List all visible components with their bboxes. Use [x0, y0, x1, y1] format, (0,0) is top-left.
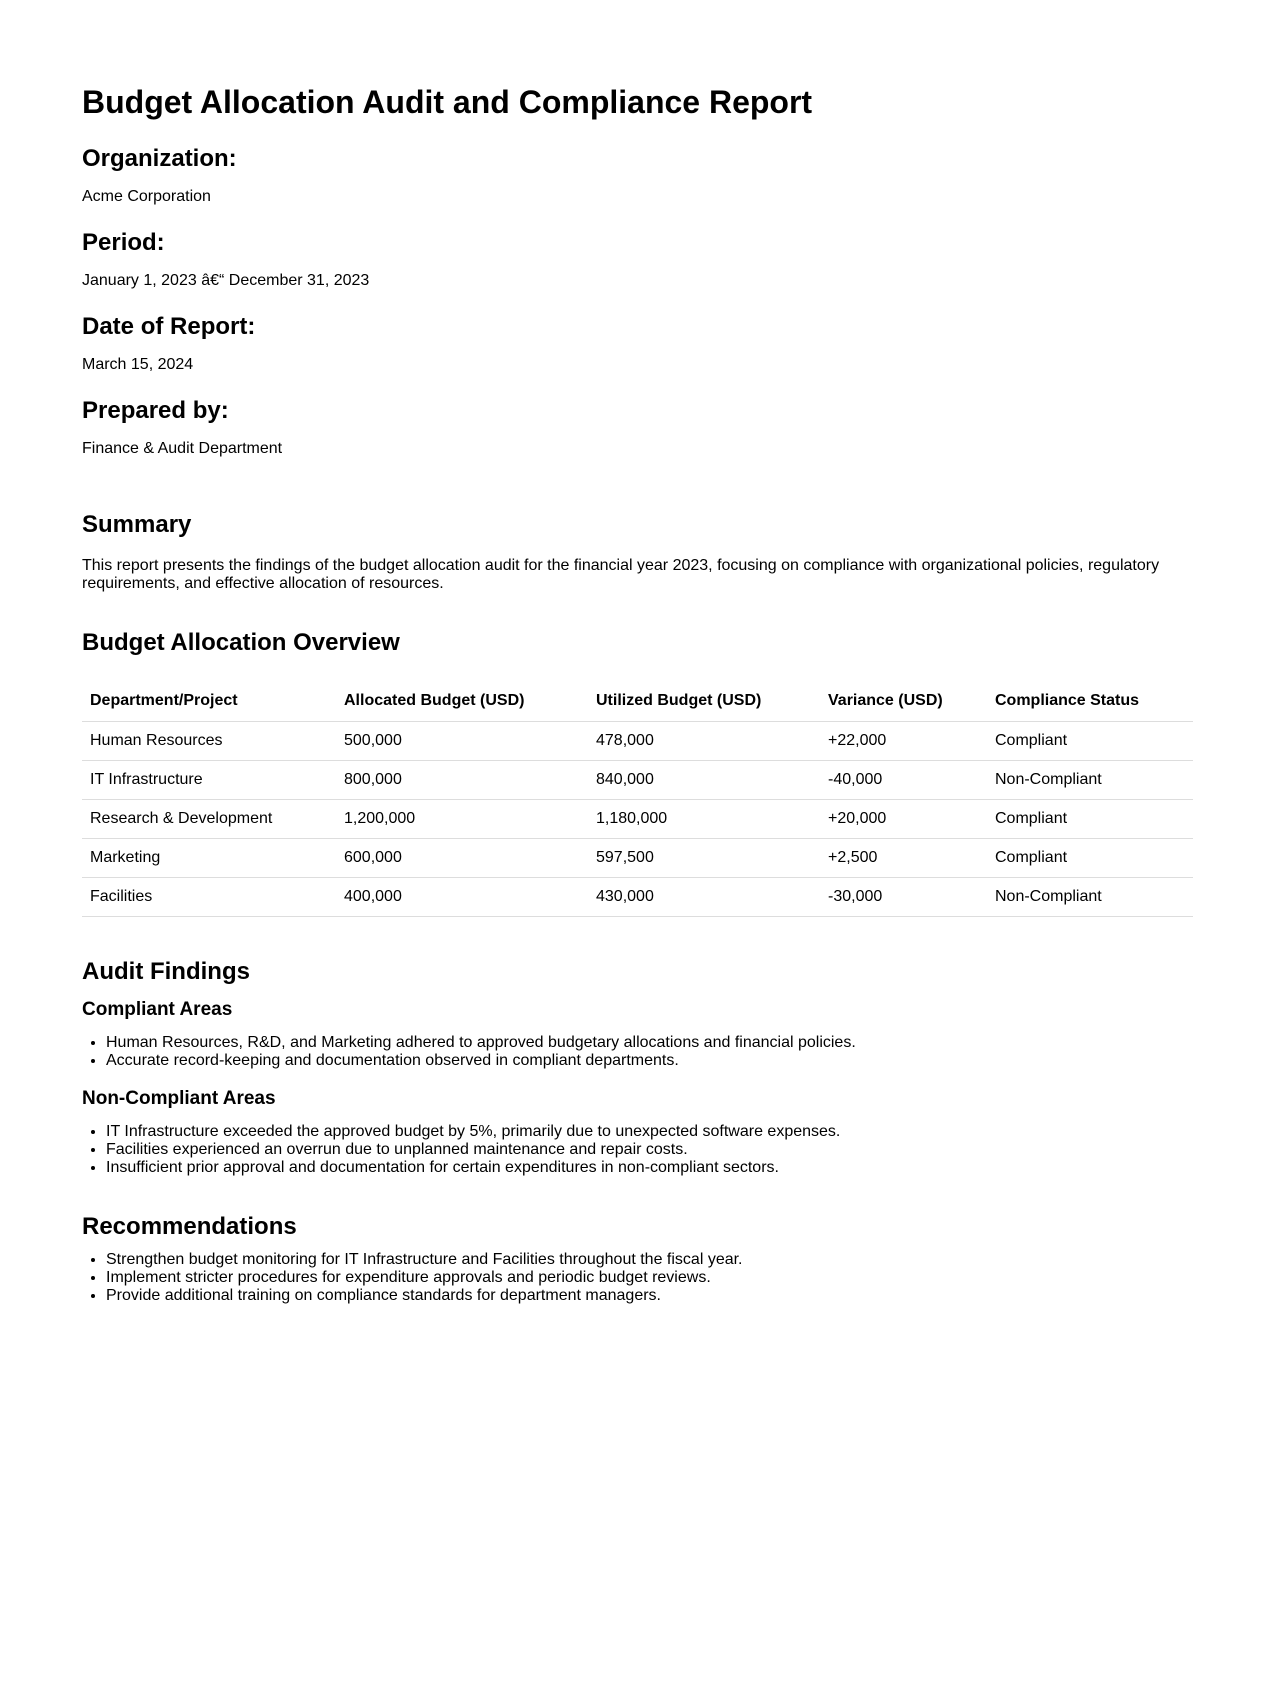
table-cell: 800,000 — [336, 761, 588, 800]
table-cell: 1,180,000 — [588, 800, 820, 839]
column-header: Variance (USD) — [820, 681, 987, 722]
list-item: • Human Resources, R&D, and Marketing adhered to approved budgetary allocations and financial policies. — [106, 1034, 1182, 1052]
table-cell: +22,000 — [820, 722, 987, 761]
column-header: Department/Project — [82, 681, 336, 722]
overview-heading: Budget Allocation Overview — [82, 629, 400, 656]
table-cell: -30,000 — [820, 878, 987, 917]
table-cell: Marketing — [82, 839, 336, 878]
table-cell: 430,000 — [588, 878, 820, 917]
table-cell: 500,000 — [336, 722, 588, 761]
list-item: • Facilities experienced an overrun due to unplanned maintenance and repair costs. — [106, 1141, 1182, 1159]
column-header: Compliance Status — [987, 681, 1193, 722]
table-cell: 1,200,000 — [336, 800, 588, 839]
summary-text: This report presents the findings of the budget allocation audit for the financial year 2023, focusing on compliance with organizational policies, regulatory requirements, and effective allocation of resources. — [82, 557, 1160, 592]
compliant-areas-heading: Compliant Areas — [82, 999, 233, 1020]
table-cell: Research & Development — [82, 800, 336, 839]
report-date-value: March 15, 2024 — [82, 356, 194, 373]
findings-section — [82, 956, 1182, 1177]
table-cell: Non-Compliant — [987, 878, 1193, 917]
report-date-label: Date of Report: — [82, 313, 256, 340]
table-cell: +2,500 — [820, 839, 987, 878]
table-cell: Compliant — [987, 722, 1193, 761]
summary-section — [82, 509, 1182, 593]
report-meta — [82, 143, 1182, 459]
table-cell: 400,000 — [336, 878, 588, 917]
table-row — [82, 839, 1193, 878]
organization-value: Acme Corporation — [82, 188, 211, 205]
table-row — [82, 761, 1193, 800]
summary-heading: Summary — [82, 511, 192, 538]
table-cell: 478,000 — [588, 722, 820, 761]
budget-table — [82, 681, 1193, 917]
table-cell: IT Infrastructure — [82, 761, 336, 800]
table-cell: Non-Compliant — [987, 761, 1193, 800]
table-cell: 597,500 — [588, 839, 820, 878]
table-cell: Compliant — [987, 800, 1193, 839]
table-cell: Human Resources — [82, 722, 336, 761]
table-cell: 600,000 — [336, 839, 588, 878]
table-cell: 840,000 — [588, 761, 820, 800]
table-row — [82, 722, 1193, 761]
list-item: • Insufficient prior approval and documentation for certain expenditures in non-compliant sectors. — [106, 1159, 1182, 1177]
table-row — [82, 878, 1193, 917]
list-item: • Strengthen budget monitoring for IT Infrastructure and Facilities throughout the fiscal year. — [106, 1251, 1182, 1269]
recommendations-section — [82, 1211, 1182, 1305]
overview-section — [82, 627, 1182, 917]
recommendations-list — [82, 1251, 1182, 1305]
prepared-by-value: Finance & Audit Department — [82, 440, 283, 457]
table-cell: +20,000 — [820, 800, 987, 839]
compliant-areas-list — [82, 1034, 1182, 1070]
page-title: Budget Allocation Audit and Compliance Report — [82, 84, 813, 120]
recommendations-heading: Recommendations — [82, 1213, 297, 1240]
organization-label: Organization: — [82, 145, 237, 172]
column-header: Utilized Budget (USD) — [588, 681, 820, 722]
list-item: • Accurate record-keeping and documentation observed in compliant departments. — [106, 1052, 1182, 1070]
table-row — [82, 800, 1193, 839]
table-cell: Compliant — [987, 839, 1193, 878]
list-item: • Provide additional training on compliance standards for department managers. — [106, 1287, 1182, 1305]
prepared-by-label: Prepared by: — [82, 397, 229, 424]
findings-heading: Audit Findings — [82, 958, 250, 985]
table-header-row — [82, 681, 1193, 722]
list-item: • Implement stricter procedures for expenditure approvals and periodic budget reviews. — [106, 1269, 1182, 1287]
column-header: Allocated Budget (USD) — [336, 681, 588, 722]
table-cell: Facilities — [82, 878, 336, 917]
non-compliant-areas-list — [82, 1123, 1182, 1177]
non-compliant-areas-heading: Non-Compliant Areas — [82, 1088, 276, 1109]
period-label: Period: — [82, 229, 165, 256]
period-value: January 1, 2023 â€“ December 31, 2023 — [82, 272, 370, 289]
table-cell: -40,000 — [820, 761, 987, 800]
list-item: • IT Infrastructure exceeded the approved budget by 5%, primarily due to unexpected software expenses. — [106, 1123, 1182, 1141]
